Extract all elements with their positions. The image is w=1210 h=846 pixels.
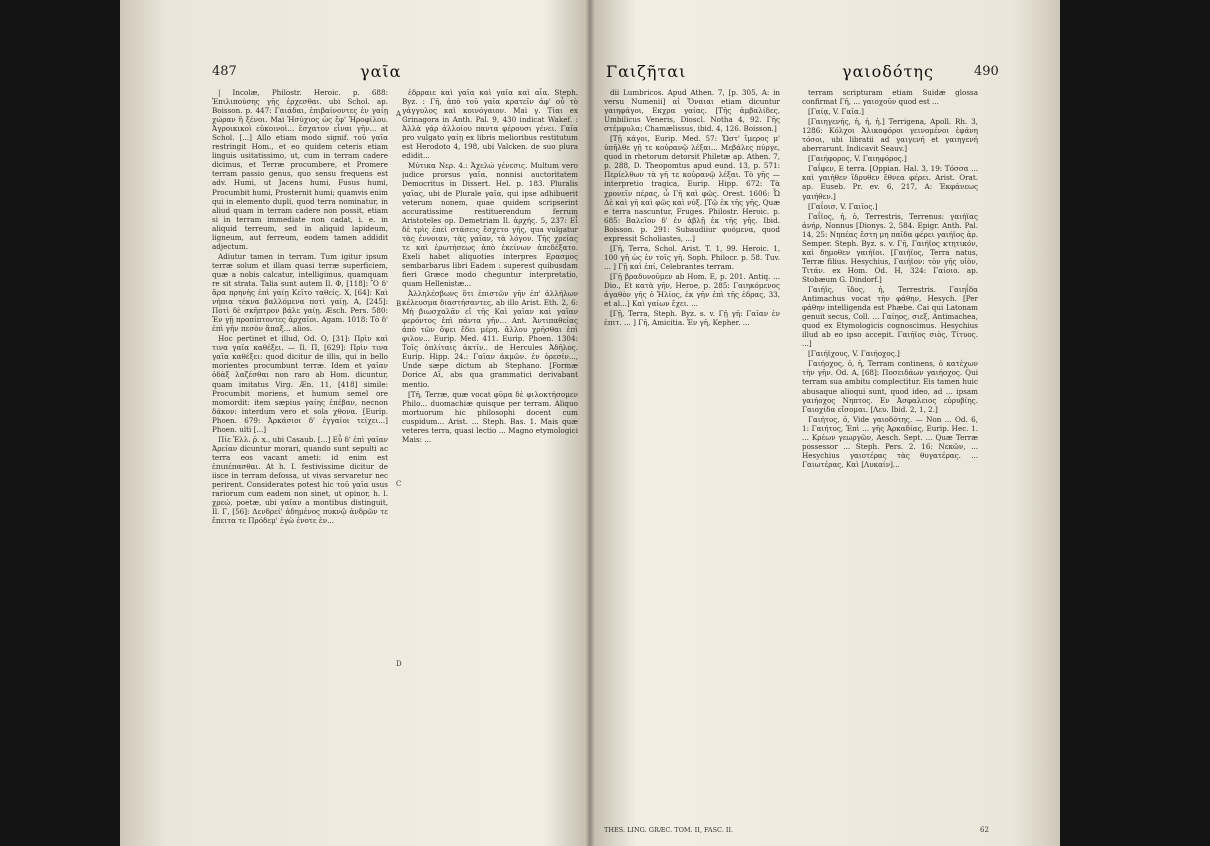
right-page-number: 490: [974, 64, 999, 79]
section-marker: B: [396, 300, 402, 308]
right-column-1: [604, 88, 780, 830]
left-column-1: [212, 88, 388, 830]
right-running-header: [592, 64, 1060, 86]
paragraph: Μύτικα Νερ. 4.: Ἀχελώ γένεσις. Multum vero judice prorsus γαῖα, nonnisi auctoritatem Democritus in Dissert. Hel. p. 183. Pluralis γαῖας, ubi de Plurale γαῖα, qui ipse adhibuerit veterum nonem, quae quidem scripserint accuratissime restituerendum ferrum Aristoteles op. Demetriam Il. ἀρχής. 5, 237: Εἶ δὲ τρὶς ἐπεὶ στάσεις ἔσχετο γῆς, qua vulgatur τὰς ἐννοιαν, τὰς γαῖαν, τὰ λόγον. Τῆς χρείας τε καὶ ἐρωτήσεως ἀπὸ ἐκείνων ἀπεδέξατο. Exeli habet aliquoties interpres Ερασμος sembarbarus libri Eadem : superest quibusdam fieri Græce modo cheguntur interpretatio, quam Hellenistæ...: [402, 161, 578, 288]
left-column-2: [402, 88, 578, 830]
paragraph: [Γαΐοισ, V. Γαιῖος.]: [808, 201, 878, 211]
paragraph: Γαιήοχος, ὁ, ἡ, Terram continens, ὁ κατέχων τὴν γῆν. Od. A, [68]: Ποσειδάων γαιήοχος. Qui terram sua ambitu complectitur. Eis tamen huic abusaque alioqui sunt, quod ideo, ad ... ipsam γαιήοχος Νηπτος. Εν Ἀσφαλειος εὐρυβίης. Γαιοχίδα εἴσομαι. [Λευ. Ibid. 2, 1, 2.]: [802, 359, 978, 414]
section-marker: C: [396, 480, 402, 488]
left-running-head: γαῖα: [360, 62, 402, 81]
paragraph: Γαιήτος, ὁ, Vide γαιοδότης. — Non ... Od. 6, 1: Γαιήτος, Ἐπὶ ... γῆς Ἀρκαδίας, Eurip. Hec. 1. ... Κρέων γεωργῶν, Aesch. Sept. ... Quæ Terræ possessor ... Steph. Pers. 2. 16: Νεκῶν, ... Hesychius γαιοτέρας τὰς θυγατέρας. ... Γαιωτέρας, Καὶ [Λυκαίν]...: [802, 414, 978, 469]
paragraph: Πίε Ἑλλ. ῥ. x., ubi Casaub. [...] Εὖ δ' ἐπὶ γαῖαν Ἀρείαν dicuntur morari, quando sunt sepulti ac terra eos vacant ameti: id enim est ἐπιπέπασθαι. At h. I. festivissime dicitur de iisce in terram defossa, ut vivas servaretur nec perirent. Considerates potest hic τοῦ γαῖα usus rariorum cum eadem non sinet, ut opinor, h. l. χρεώ, poetæ, ubi γαῖαν a montibus distinguit, Il. Γ, [56]: Δενδρεί' ἀδημένος πυκνῷ ἀνδρῶν τε ἔπειτα τε Πρόδεμ' ἐγὼ ἐνοτε ἐν...: [212, 434, 388, 526]
signature-mark: 62: [980, 826, 989, 834]
right-running-head-right: γαιοδότης: [842, 62, 934, 81]
paragraph: Ἀλληλέσβωνς ὅτι ἐπιστῶν γῆν ἐπ' ἀλλήλων κέλευσμα διαστήσαντες, ab illo Arist. Eth. 2, 6: Μὴ βιωσχαλᾶν εἴ τῆς Καὶ γαῖαν καὶ γαῖαν φερόντος ἐπὶ πάντα γῆν... Ant. Ἀντιπαθείας ἀπὸ τῶν ὄψει ἔδει μέρη. ἄλλου χρῆσθαι ἐπὶ φιλον... Eurip. Med. 411. Eurip. Phoen. 1304: Τοῖς ὁπλίταις ἀκτῖν.. de Hercules Ἀδῆλος. Eurip. Hipp. 24.: Γαῖαν ἀκμῶν. ἐν ὀρεσίν..., Unde sæpe dictum ab Stephano. [Formæ Dorice Aἴ, abs qua grammatici derivabant mentio.: [402, 289, 578, 389]
section-marker: D: [396, 660, 402, 668]
paragraph: [Γῆ, Terra, Schol. Arist. T. 1, 99. Heroic. 1, 100 γῆ ὡς ἐν τοῖς γῆ. Soph. Philocr. p. 58. Tuv. ... ] Γῇ καὶ ἐπί, Celebrantes terram.: [604, 243, 780, 271]
left-running-header: [120, 64, 588, 86]
paragraph: Γαΐφεν, E terra. [Oppian. Hal. 3, 19: Τόσσα ... καὶ γαιήθεν ἵδρυθεν ἔθνεα φέρει. Arist. Orat. ap. Euseb. Pr. ev. 6, 217, A: Ἐκφάνεως γαιήθεν.]: [802, 164, 978, 201]
paragraph: [Γαιήφορος, V. Γαιηφόρος.]: [808, 154, 907, 164]
paragraph: | Incolæ, Philostr. Heroic. p. 688: Ἐπιλιπούσης γῆς ἐρχεσθαι. ubi Schol. ap. Boisson. p. 447: Γαιάδαι, ἐπιβαίνοντες ἐν γαίῃ χώραν ἢ ξένοι. Mai Ἡσύχιος ὡς ἔφ' Ἡροφίλου. Ἀγροικικοὶ εὐκοινοὶ... ἔσχατον εἶναι γῆν... at Schol. [...] Allo etiam modo signif. τοῦ γαῖα restringit Hom., et eo quidem ceteris etiam linguis usitatissimo, ut, cum in terram cadere dicimus, et Terræ procumbere, et Promere terram passio genus, quo sensu frequens est adv. Humi, ut Jacens humi, Fusus humi, Procumbit humi, Prosternit humi; quamvis enim qui in elemento dupli, quod terra nominatur, in aliud quam in terram cadere non possit, etiam si in terram immediate non cadat, i. e. in aliquid terreum, sed in aliquid lapideum, ligneum, aut ferreum, eodem tamen addidit adjectum.: [212, 88, 388, 251]
paragraph: Adiutur tamen in terram. Tum igitur ipsum terræ solum et illam quasi terræ superficiem, quæ a nobis calcatur, intelligimus, quamquam re sit strata. Talia sunt autem Il. Φ, [118]: Ὃ δ' ἄρα πρηνὴς ἐπὶ γαίῃ Κεῖτο ταθείς. X, [64]: Καὶ νήπια τέκνα βαλλόμενα ποτὶ γαίῃ. A, [245]: Ποτὶ δὲ σκῆπτρον βάλε γαίῃ. Æsch. Pers. 580: Ἐν γῇ προπίπτοντες ἀρχαῖοι. Agam. 1018: Τὸ δ' ἐπὶ γῆν πεσὸν ἅπαξ... alios.: [212, 251, 388, 334]
paragraph: [Τῇ κάγοι, Eurip. Med. 57: Ὥστ' ἵμερος μ' ὑπῆλθε γῇ τε κοὐρανῷ λέξαι... Μεβάλες πύργε, quod in rhetorum detorsit Philetæ ap. Athen. 7, p. 288, D. Theopomtus apud eund. 13, p. 571: Περίελθων τὰ γῆ τε κοὐρανῷ λέξαι. Τὸ γῆς — interpretio tragica, Eurip. Hipp. 672: Τὰ χρονεῖν πέρας, ὦ Γῆ καὶ φῶς. Orest. 1606: Ὦ Δὲ καὶ γῆ καὶ φῶς καὶ νύξ. [Τῷ ἐκ τῆς γῆς, Quæ e terra nascuntur, Fruges. Philostr. Heroic. p. 685: Βαλεῖον δ' ἐν ἀβλῇ ἐκ τῆς γῆς. Ibid. Boisson. p. 291: Subaudiiur φυόμενα, quod expressit Scholiastes, ...]: [604, 134, 780, 243]
right-column-2: [802, 88, 978, 830]
paragraph: Γαιήϊς, ἴδος, ἡ, Terrestris. Γαιηΐδα Antimachus vocat τὴν φάθην, Hesych. [Per φάθην intelligenda est Phæbe. Cai qui Latonam genuit secus, Coll. ... Γαίηος, σιεξ, Antimachea, quod ex Etymologicis cognoscimus. Hesychius illud ab eo ipso accepit. Γαιήϊος σιὸς, Τίτυος. ...]: [802, 284, 978, 349]
paragraph: [Γαιηγενής, ἡ, ἡ, ἡ.] Terrigena, Apoll. Rh. 3, 1286: Κόλχοι Ἀλικοφόροι γεινομένοι ἐφάνη τόσοι, ubi libratii ad γαιγενή et γαιηγενή aberrarunt. Indicavit Seauv.]: [802, 117, 978, 154]
left-page-number: 487: [212, 64, 237, 79]
book-spread: [120, 0, 1060, 846]
footer-title: THES. LING. GRÆC. TOM. II, FASC. II.: [604, 826, 734, 834]
right-page: [592, 0, 1060, 846]
paragraph: terram scripturam etiam Suidæ glossa confirmat Γῆ, ... γαιοχοῦν quod est ...: [802, 88, 978, 107]
paragraph: Γαΐϊος, ἡ, ὁ, Terrestris, Terrenus: γαιήϊας ἀνήρ, Nonnus [Dionys. 2, 584. Epigr. Anth. Pal. 14, 25: Νηπέας ἔστη μη παῖδα φέρει γαιήϊος ἀρ. Semper. Steph. Byz. s. v. Γῆ, Γαιήϊος κτητικόν, καὶ δημοθεν γαιήϊοι. [Γαιήϊος, Terra natus, Terræ filius. Hesychius, Γαιήϊον: τὸν γῆς υἱὸν, Τιτάν. ex Hom. Od. H, 324: Γαίοιο. ap. Stobæum G. Dindorf.]: [802, 211, 978, 284]
paragraph: [Τῆ, Terræ, quæ vocat φῦμα δὲ φιλοκτήσομεν Philo... duomachiæ quisque per terram. Aliquo mortuorum hic philosophi docent cum cuspidum... Arist. ... Steph. Bas. 1. Mais quæ veteres terra, quasi lectio ... Magno etymologici Mais: ...: [402, 389, 578, 444]
section-marker: A: [396, 110, 402, 118]
paragraph: [Γαίᾳ, V. Γαῖα.]: [808, 107, 864, 117]
paragraph: [Γῇ, Terra, Steph. Byz. s. v. Γῇ γῆ: Γαῖαν ἐν ἐπιτ. ... ] Γῆ, Amicitia. Ἐν γῆ, Kepher. ...: [604, 309, 780, 328]
left-page: [120, 0, 588, 846]
paragraph: [Γαιήϊχους, V. Γαιήοχος.]: [808, 349, 900, 359]
paragraph: Hoc pertinet et illud, Od. O, [31]: Πρὶν καὶ τινα γαῖα καθέξει. — Il. Π, [629]: Πρὶν τινα γαῖα καθέξει: quod dicitur de illis, qui in bello morientes procumbunt terræ. Idem et γαῖαν ὀδὰξ λαζέσθαι non raro ab Hom. dicuntur, quam imitatus Virg. Æn. 11, [418] simile: Procumbit moriens, et humum semel ore momordit: item sæpius γαίης ἐπέβαν, necnon δάκον: interdum vero et sola χθονα. [Eurip. Phoen. 679: Ἀρκάσιοι δ' ἐγγαίοι τείχει...] Phoen. ulti [...]: [212, 334, 388, 434]
paragraph: [Γῇ βραδυνοῦμεν ab Hom. E, p. 201. Antiq. ... Dio., Et κατὰ γῆν, Heroe, p. 285: Γαιηκόμενος ἀγαθὸν γῆς ὁ Ἡλίος, ἐκ γῆν ἐπὶ τῆς ἑδρας, 33, et al...] Καὶ γαίων ἔχει. ...: [604, 271, 780, 309]
paragraph: ἐδρραιε καὶ γαῖα καὶ γαῖα καὶ αἶα. Steph. Byz. : Γῆ, ἀπὸ τοῦ γαῖα κρατεῖν ἀφ' οὗ τὸ γάγγυλος καὶ κοινόγαιον. Mai γ. Τίαι ex Grinagora in Anth. Pal. 9, 430 indicat Wakef. : Ἀλλὰ γάρ ἀλλοίου παντα φέρουσι γένει. Γαῖα pro vulgato γαίῃ ex libris melioribus restitutum est Herodoto 4, 198, ubi Valcken. de suo plura edidit...: [402, 88, 578, 161]
right-running-head-left: Γαιζῆται: [606, 62, 687, 81]
paragraph: dii Lumbricos. Apud Athen. 7, [p. 305, A: in versu Numenii] αἱ Ὄναιαι etiam dicuntur γαιηφάγοι, Εκχρα γαίας. [Τῆς ἀμβαλίδες, Umbilicus Veneris, Dioscl. Notha 4, 92. Γῆς στέμφυλα; Chamælissus, ibid. 4, 126. Boisson.]: [604, 88, 780, 134]
